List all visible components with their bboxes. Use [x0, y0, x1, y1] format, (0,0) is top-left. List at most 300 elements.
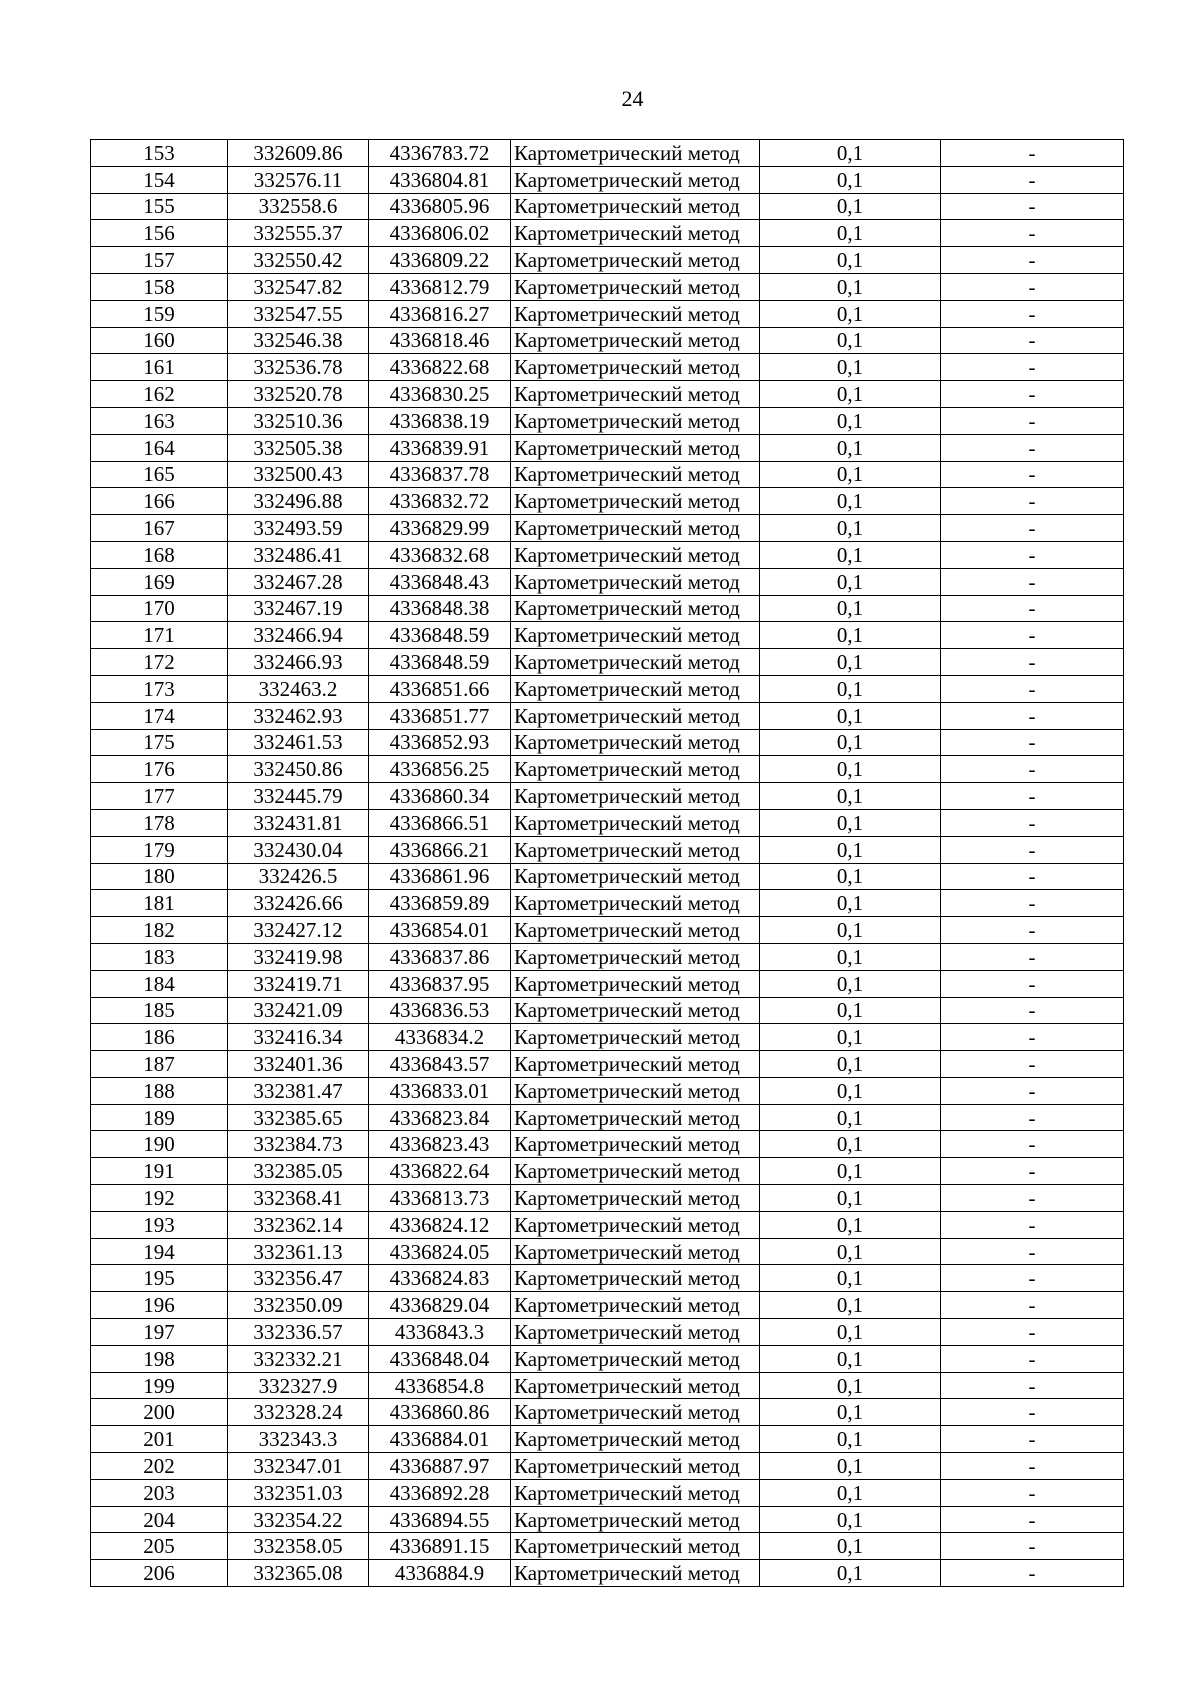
note-cell: -	[941, 1051, 1124, 1078]
method-cell: Картометрический метод	[511, 1453, 760, 1480]
accuracy-cell: 0,1	[760, 193, 941, 220]
method-cell: Картометрический метод	[511, 1372, 760, 1399]
table-row	[91, 702, 1124, 729]
point-number-cell: 185	[91, 997, 228, 1024]
table-row	[91, 997, 1124, 1024]
x-coordinate-cell: 332466.94	[228, 622, 369, 649]
coordinates-table-body	[91, 140, 1124, 1587]
point-number-cell: 159	[91, 300, 228, 327]
note-cell: -	[941, 1265, 1124, 1292]
x-coordinate-cell: 332401.36	[228, 1051, 369, 1078]
note-cell: -	[941, 515, 1124, 542]
point-number-cell: 174	[91, 702, 228, 729]
accuracy-cell: 0,1	[760, 675, 941, 702]
page-number: 24	[621, 86, 644, 111]
y-coordinate-cell: 4336851.66	[369, 675, 511, 702]
y-coordinate-cell: 4336839.91	[369, 434, 511, 461]
accuracy-cell: 0,1	[760, 515, 941, 542]
accuracy-cell: 0,1	[760, 354, 941, 381]
method-cell: Картометрический метод	[511, 1426, 760, 1453]
accuracy-cell: 0,1	[760, 381, 941, 408]
accuracy-cell: 0,1	[760, 729, 941, 756]
x-coordinate-cell: 332426.5	[228, 863, 369, 890]
note-cell: -	[941, 1158, 1124, 1185]
table-row	[91, 970, 1124, 997]
table-row	[91, 809, 1124, 836]
y-coordinate-cell: 4336838.19	[369, 407, 511, 434]
note-cell: -	[941, 193, 1124, 220]
point-number-cell: 165	[91, 461, 228, 488]
point-number-cell: 200	[91, 1399, 228, 1426]
x-coordinate-cell: 332430.04	[228, 836, 369, 863]
method-cell: Картометрический метод	[511, 836, 760, 863]
table-row	[91, 1292, 1124, 1319]
y-coordinate-cell: 4336848.38	[369, 595, 511, 622]
note-cell: -	[941, 756, 1124, 783]
note-cell: -	[941, 943, 1124, 970]
x-coordinate-cell: 332547.55	[228, 300, 369, 327]
table-row	[91, 943, 1124, 970]
note-cell: -	[941, 1024, 1124, 1051]
accuracy-cell: 0,1	[760, 622, 941, 649]
table-row	[91, 1077, 1124, 1104]
x-coordinate-cell: 332381.47	[228, 1077, 369, 1104]
y-coordinate-cell: 4336805.96	[369, 193, 511, 220]
table-row	[91, 434, 1124, 461]
y-coordinate-cell: 4336829.99	[369, 515, 511, 542]
y-coordinate-cell: 4336804.81	[369, 166, 511, 193]
method-cell: Картометрический метод	[511, 1533, 760, 1560]
point-number-cell: 167	[91, 515, 228, 542]
accuracy-cell: 0,1	[760, 1399, 941, 1426]
y-coordinate-cell: 4336818.46	[369, 327, 511, 354]
point-number-cell: 202	[91, 1453, 228, 1480]
accuracy-cell: 0,1	[760, 890, 941, 917]
table-row	[91, 1533, 1124, 1560]
x-coordinate-cell: 332496.88	[228, 488, 369, 515]
point-number-cell: 195	[91, 1265, 228, 1292]
point-number-cell: 189	[91, 1104, 228, 1131]
y-coordinate-cell: 4336848.04	[369, 1345, 511, 1372]
note-cell: -	[941, 1533, 1124, 1560]
method-cell: Картометрический метод	[511, 381, 760, 408]
note-cell: -	[941, 1211, 1124, 1238]
method-cell: Картометрический метод	[511, 675, 760, 702]
table-row	[91, 381, 1124, 408]
x-coordinate-cell: 332365.08	[228, 1560, 369, 1587]
accuracy-cell: 0,1	[760, 1051, 941, 1078]
point-number-cell: 199	[91, 1372, 228, 1399]
y-coordinate-cell: 4336829.04	[369, 1292, 511, 1319]
method-cell: Картометрический метод	[511, 1077, 760, 1104]
point-number-cell: 157	[91, 247, 228, 274]
point-number-cell: 172	[91, 649, 228, 676]
accuracy-cell: 0,1	[760, 997, 941, 1024]
method-cell: Картометрический метод	[511, 863, 760, 890]
x-coordinate-cell: 332416.34	[228, 1024, 369, 1051]
x-coordinate-cell: 332362.14	[228, 1211, 369, 1238]
y-coordinate-cell: 4336848.59	[369, 622, 511, 649]
accuracy-cell: 0,1	[760, 140, 941, 167]
point-number-cell: 198	[91, 1345, 228, 1372]
x-coordinate-cell: 332431.81	[228, 809, 369, 836]
method-cell: Картометрический метод	[511, 943, 760, 970]
point-number-cell: 166	[91, 488, 228, 515]
point-number-cell: 194	[91, 1238, 228, 1265]
table-row	[91, 1131, 1124, 1158]
note-cell: -	[941, 1238, 1124, 1265]
y-coordinate-cell: 4336848.59	[369, 649, 511, 676]
y-coordinate-cell: 4336860.34	[369, 783, 511, 810]
point-number-cell: 204	[91, 1506, 228, 1533]
x-coordinate-cell: 332350.09	[228, 1292, 369, 1319]
method-cell: Картометрический метод	[511, 1211, 760, 1238]
note-cell: -	[941, 863, 1124, 890]
accuracy-cell: 0,1	[760, 1104, 941, 1131]
table-row	[91, 488, 1124, 515]
y-coordinate-cell: 4336836.53	[369, 997, 511, 1024]
x-coordinate-cell: 332351.03	[228, 1479, 369, 1506]
x-coordinate-cell: 332332.21	[228, 1345, 369, 1372]
y-coordinate-cell: 4336866.21	[369, 836, 511, 863]
method-cell: Картометрический метод	[511, 1158, 760, 1185]
note-cell: -	[941, 809, 1124, 836]
x-coordinate-cell: 332520.78	[228, 381, 369, 408]
y-coordinate-cell: 4336816.27	[369, 300, 511, 327]
method-cell: Картометрический метод	[511, 997, 760, 1024]
x-coordinate-cell: 332356.47	[228, 1265, 369, 1292]
point-number-cell: 178	[91, 809, 228, 836]
method-cell: Картометрический метод	[511, 1292, 760, 1319]
table-row	[91, 729, 1124, 756]
point-number-cell: 177	[91, 783, 228, 810]
table-row	[91, 1211, 1124, 1238]
table-row	[91, 1319, 1124, 1346]
accuracy-cell: 0,1	[760, 917, 941, 944]
method-cell: Картометрический метод	[511, 1238, 760, 1265]
table-row	[91, 649, 1124, 676]
x-coordinate-cell: 332550.42	[228, 247, 369, 274]
accuracy-cell: 0,1	[760, 1292, 941, 1319]
method-cell: Картометрический метод	[511, 917, 760, 944]
note-cell: -	[941, 997, 1124, 1024]
note-cell: -	[941, 836, 1124, 863]
point-number-cell: 192	[91, 1185, 228, 1212]
point-number-cell: 179	[91, 836, 228, 863]
note-cell: -	[941, 1185, 1124, 1212]
table-row	[91, 273, 1124, 300]
accuracy-cell: 0,1	[760, 702, 941, 729]
method-cell: Картометрический метод	[511, 193, 760, 220]
x-coordinate-cell: 332385.05	[228, 1158, 369, 1185]
table-row	[91, 1265, 1124, 1292]
x-coordinate-cell: 332463.2	[228, 675, 369, 702]
point-number-cell: 164	[91, 434, 228, 461]
x-coordinate-cell: 332609.86	[228, 140, 369, 167]
x-coordinate-cell: 332555.37	[228, 220, 369, 247]
accuracy-cell: 0,1	[760, 970, 941, 997]
method-cell: Картометрический метод	[511, 327, 760, 354]
table-row	[91, 1051, 1124, 1078]
point-number-cell: 168	[91, 541, 228, 568]
table-row	[91, 1426, 1124, 1453]
point-number-cell: 169	[91, 568, 228, 595]
point-number-cell: 196	[91, 1292, 228, 1319]
table-row	[91, 1024, 1124, 1051]
table-row	[91, 1506, 1124, 1533]
y-coordinate-cell: 4336813.73	[369, 1185, 511, 1212]
table-row	[91, 1238, 1124, 1265]
method-cell: Картометрический метод	[511, 783, 760, 810]
accuracy-cell: 0,1	[760, 783, 941, 810]
y-coordinate-cell: 4336854.8	[369, 1372, 511, 1399]
method-cell: Картометрический метод	[511, 1024, 760, 1051]
accuracy-cell: 0,1	[760, 1158, 941, 1185]
table-row	[91, 783, 1124, 810]
y-coordinate-cell: 4336894.55	[369, 1506, 511, 1533]
method-cell: Картометрический метод	[511, 407, 760, 434]
point-number-cell: 190	[91, 1131, 228, 1158]
x-coordinate-cell: 332384.73	[228, 1131, 369, 1158]
x-coordinate-cell: 332505.38	[228, 434, 369, 461]
point-number-cell: 160	[91, 327, 228, 354]
method-cell: Картометрический метод	[511, 1345, 760, 1372]
point-number-cell: 175	[91, 729, 228, 756]
y-coordinate-cell: 4336891.15	[369, 1533, 511, 1560]
note-cell: -	[941, 783, 1124, 810]
note-cell: -	[941, 595, 1124, 622]
table-row	[91, 220, 1124, 247]
x-coordinate-cell: 332354.22	[228, 1506, 369, 1533]
note-cell: -	[941, 220, 1124, 247]
table-row	[91, 247, 1124, 274]
table-row	[91, 1158, 1124, 1185]
note-cell: -	[941, 1399, 1124, 1426]
x-coordinate-cell: 332336.57	[228, 1319, 369, 1346]
y-coordinate-cell: 4336884.9	[369, 1560, 511, 1587]
note-cell: -	[941, 1345, 1124, 1372]
y-coordinate-cell: 4336822.64	[369, 1158, 511, 1185]
y-coordinate-cell: 4336892.28	[369, 1479, 511, 1506]
x-coordinate-cell: 332467.19	[228, 595, 369, 622]
note-cell: -	[941, 1131, 1124, 1158]
note-cell: -	[941, 541, 1124, 568]
method-cell: Картометрический метод	[511, 568, 760, 595]
y-coordinate-cell: 4336837.78	[369, 461, 511, 488]
accuracy-cell: 0,1	[760, 1131, 941, 1158]
y-coordinate-cell: 4336824.05	[369, 1238, 511, 1265]
point-number-cell: 156	[91, 220, 228, 247]
table-row	[91, 541, 1124, 568]
note-cell: -	[941, 970, 1124, 997]
x-coordinate-cell: 332462.93	[228, 702, 369, 729]
method-cell: Картометрический метод	[511, 1319, 760, 1346]
table-row	[91, 756, 1124, 783]
point-number-cell: 162	[91, 381, 228, 408]
x-coordinate-cell: 332486.41	[228, 541, 369, 568]
y-coordinate-cell: 4336884.01	[369, 1426, 511, 1453]
x-coordinate-cell: 332368.41	[228, 1185, 369, 1212]
note-cell: -	[941, 247, 1124, 274]
point-number-cell: 191	[91, 1158, 228, 1185]
accuracy-cell: 0,1	[760, 863, 941, 890]
accuracy-cell: 0,1	[760, 1479, 941, 1506]
accuracy-cell: 0,1	[760, 1238, 941, 1265]
method-cell: Картометрический метод	[511, 300, 760, 327]
table-row	[91, 1560, 1124, 1587]
note-cell: -	[941, 1319, 1124, 1346]
note-cell: -	[941, 354, 1124, 381]
point-number-cell: 183	[91, 943, 228, 970]
accuracy-cell: 0,1	[760, 488, 941, 515]
table-row	[91, 1399, 1124, 1426]
method-cell: Картометрический метод	[511, 1479, 760, 1506]
point-number-cell: 186	[91, 1024, 228, 1051]
table-row	[91, 166, 1124, 193]
note-cell: -	[941, 729, 1124, 756]
note-cell: -	[941, 568, 1124, 595]
method-cell: Картометрический метод	[511, 515, 760, 542]
y-coordinate-cell: 4336854.01	[369, 917, 511, 944]
x-coordinate-cell: 332419.71	[228, 970, 369, 997]
point-number-cell: 187	[91, 1051, 228, 1078]
method-cell: Картометрический метод	[511, 1104, 760, 1131]
accuracy-cell: 0,1	[760, 1345, 941, 1372]
accuracy-cell: 0,1	[760, 247, 941, 274]
x-coordinate-cell: 332361.13	[228, 1238, 369, 1265]
x-coordinate-cell: 332419.98	[228, 943, 369, 970]
note-cell: -	[941, 1560, 1124, 1587]
note-cell: -	[941, 1506, 1124, 1533]
y-coordinate-cell: 4336783.72	[369, 140, 511, 167]
note-cell: -	[941, 1292, 1124, 1319]
accuracy-cell: 0,1	[760, 1506, 941, 1533]
point-number-cell: 201	[91, 1426, 228, 1453]
table-row	[91, 1345, 1124, 1372]
y-coordinate-cell: 4336823.43	[369, 1131, 511, 1158]
x-coordinate-cell: 332385.65	[228, 1104, 369, 1131]
method-cell: Картометрический метод	[511, 729, 760, 756]
note-cell: -	[941, 1479, 1124, 1506]
method-cell: Картометрический метод	[511, 166, 760, 193]
table-row	[91, 300, 1124, 327]
accuracy-cell: 0,1	[760, 434, 941, 461]
method-cell: Картометрический метод	[511, 461, 760, 488]
note-cell: -	[941, 917, 1124, 944]
x-coordinate-cell: 332558.6	[228, 193, 369, 220]
table-row	[91, 354, 1124, 381]
y-coordinate-cell: 4336834.2	[369, 1024, 511, 1051]
y-coordinate-cell: 4336860.86	[369, 1399, 511, 1426]
accuracy-cell: 0,1	[760, 1453, 941, 1480]
point-number-cell: 170	[91, 595, 228, 622]
note-cell: -	[941, 461, 1124, 488]
method-cell: Картометрический метод	[511, 434, 760, 461]
table-row	[91, 1453, 1124, 1480]
method-cell: Картометрический метод	[511, 488, 760, 515]
accuracy-cell: 0,1	[760, 1077, 941, 1104]
y-coordinate-cell: 4336832.72	[369, 488, 511, 515]
method-cell: Картометрический метод	[511, 273, 760, 300]
table-row	[91, 836, 1124, 863]
accuracy-cell: 0,1	[760, 809, 941, 836]
point-number-cell: 205	[91, 1533, 228, 1560]
y-coordinate-cell: 4336843.57	[369, 1051, 511, 1078]
y-coordinate-cell: 4336856.25	[369, 756, 511, 783]
table-row	[91, 1372, 1124, 1399]
x-coordinate-cell: 332450.86	[228, 756, 369, 783]
x-coordinate-cell: 332493.59	[228, 515, 369, 542]
accuracy-cell: 0,1	[760, 220, 941, 247]
method-cell: Картометрический метод	[511, 140, 760, 167]
x-coordinate-cell: 332546.38	[228, 327, 369, 354]
y-coordinate-cell: 4336832.68	[369, 541, 511, 568]
note-cell: -	[941, 1453, 1124, 1480]
x-coordinate-cell: 332427.12	[228, 917, 369, 944]
point-number-cell: 171	[91, 622, 228, 649]
table-row	[91, 327, 1124, 354]
table-row	[91, 595, 1124, 622]
x-coordinate-cell: 332327.9	[228, 1372, 369, 1399]
accuracy-cell: 0,1	[760, 649, 941, 676]
method-cell: Картометрический метод	[511, 1560, 760, 1587]
accuracy-cell: 0,1	[760, 1265, 941, 1292]
coordinates-table	[90, 139, 1124, 1587]
y-coordinate-cell: 4336837.86	[369, 943, 511, 970]
table-row	[91, 140, 1124, 167]
x-coordinate-cell: 332426.66	[228, 890, 369, 917]
table-row	[91, 407, 1124, 434]
note-cell: -	[941, 381, 1124, 408]
note-cell: -	[941, 300, 1124, 327]
note-cell: -	[941, 140, 1124, 167]
note-cell: -	[941, 407, 1124, 434]
accuracy-cell: 0,1	[760, 1372, 941, 1399]
method-cell: Картометрический метод	[511, 595, 760, 622]
y-coordinate-cell: 4336887.97	[369, 1453, 511, 1480]
y-coordinate-cell: 4336833.01	[369, 1077, 511, 1104]
method-cell: Картометрический метод	[511, 622, 760, 649]
x-coordinate-cell: 332510.36	[228, 407, 369, 434]
note-cell: -	[941, 166, 1124, 193]
x-coordinate-cell: 332576.11	[228, 166, 369, 193]
note-cell: -	[941, 890, 1124, 917]
y-coordinate-cell: 4336851.77	[369, 702, 511, 729]
point-number-cell: 155	[91, 193, 228, 220]
note-cell: -	[941, 675, 1124, 702]
table-row	[91, 568, 1124, 595]
note-cell: -	[941, 327, 1124, 354]
point-number-cell: 181	[91, 890, 228, 917]
method-cell: Картометрический метод	[511, 1265, 760, 1292]
method-cell: Картометрический метод	[511, 1506, 760, 1533]
note-cell: -	[941, 1372, 1124, 1399]
method-cell: Картометрический метод	[511, 354, 760, 381]
method-cell: Картометрический метод	[511, 702, 760, 729]
table-row	[91, 1185, 1124, 1212]
y-coordinate-cell: 4336812.79	[369, 273, 511, 300]
method-cell: Картометрический метод	[511, 1185, 760, 1212]
table-row	[91, 515, 1124, 542]
y-coordinate-cell: 4336830.25	[369, 381, 511, 408]
method-cell: Картометрический метод	[511, 890, 760, 917]
point-number-cell: 163	[91, 407, 228, 434]
x-coordinate-cell: 332500.43	[228, 461, 369, 488]
point-number-cell: 176	[91, 756, 228, 783]
accuracy-cell: 0,1	[760, 1426, 941, 1453]
method-cell: Картометрический метод	[511, 220, 760, 247]
accuracy-cell: 0,1	[760, 407, 941, 434]
